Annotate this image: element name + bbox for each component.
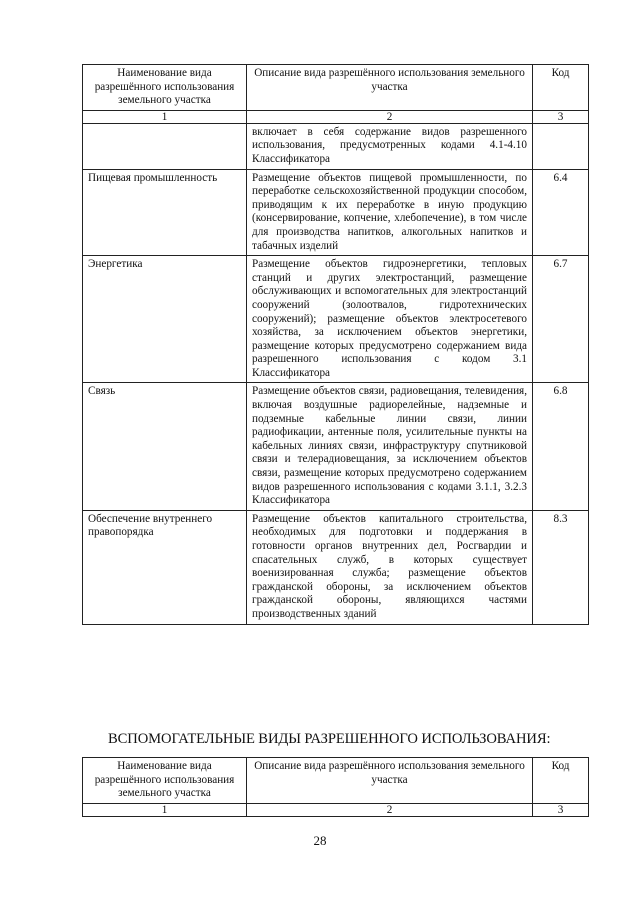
row-description: Размещение объектов связи, радиовещания, телевидения, включая воздушные радиорелейные, надземные и подземные кабельные линии связи, линии радиофикации, антенные поля, усилительные пункты на кабельных линиях связи, инфраструктуру спутниковой связи и телерадиовещания, за исключением объектов связи, размещение которых предусмотрено содержанием видов разрешенного использования с кодами 3.1.1, 3.2.3 Классификатора	[247, 383, 533, 510]
header-code: Код	[533, 758, 589, 804]
column-number: 1	[83, 110, 247, 123]
row-description: Размещение объектов пищевой промышленности, по переработке сельскохозяйственной продукции способом, приводящим к их переработке в иную продукцию (консервирование, копчение, хлебопечение), в том числе для производства напитков, алкогольных напитков и табачных изделий	[247, 169, 533, 256]
table-row	[83, 256, 589, 383]
page-number: 28	[313, 833, 327, 848]
column-number-row	[83, 803, 589, 816]
header-name: Наименование вида разрешённого использования земельного участка	[83, 758, 247, 804]
header-description: Описание вида разрешённого использования земельного участка	[247, 65, 533, 111]
column-number: 2	[247, 803, 533, 816]
table-header-row	[83, 758, 589, 804]
row-description: включает в себя содержание видов разрешенного использования, предусмотренных кодами 4.1-4.10 Классификатора	[247, 123, 533, 169]
table-row	[83, 123, 589, 169]
row-code: 6.8	[533, 383, 589, 510]
row-code	[533, 123, 589, 169]
row-description: Размещение объектов капитального строительства, необходимых для подготовки и поддержания в готовности органов внутренних дел, Росгвардии и спасательных служб, в которых существует военизированная служба; размещение объектов гражданской обороны, за исключением объектов гражданской обороны, являющихся частями производственных зданий	[247, 510, 533, 624]
row-name: Обеспечение внутреннего правопорядка	[83, 510, 247, 624]
column-number: 1	[83, 803, 247, 816]
table-row	[83, 169, 589, 256]
main-table	[82, 64, 589, 625]
header-description: Описание вида разрешённого использования земельного участка	[247, 758, 533, 804]
table-header-row	[83, 65, 589, 111]
column-number-row	[83, 110, 589, 123]
table-row	[83, 510, 589, 624]
column-number: 2	[247, 110, 533, 123]
auxiliary-table	[82, 757, 589, 817]
table-row	[83, 383, 589, 510]
row-name: Пищевая промышленность	[83, 169, 247, 256]
row-code: 6.7	[533, 256, 589, 383]
row-name: Связь	[83, 383, 247, 510]
column-number: 3	[533, 110, 589, 123]
row-name	[83, 123, 247, 169]
section-title: ВСПОМОГАТЕЛЬНЫЕ ВИДЫ РАЗРЕШЕННОГО ИСПОЛЬЗОВАНИЯ:	[108, 731, 551, 747]
row-code: 6.4	[533, 169, 589, 256]
row-code: 8.3	[533, 510, 589, 624]
row-name: Энергетика	[83, 256, 247, 383]
row-description: Размещение объектов гидроэнергетики, тепловых станций и других электростанций, размещение обслуживающих и вспомогательных для электростанций сооружений (золоотвалов, гидротехнических сооружений); размещение объектов электросетевого хозяйства, за исключением объектов энергетики, размещение которых предусмотрено содержанием вида разрешенного использования с кодом 3.1 Классификатора	[247, 256, 533, 383]
header-name: Наименование вида разрешённого использования земельного участка	[83, 65, 247, 111]
column-number: 3	[533, 803, 589, 816]
header-code: Код	[533, 65, 589, 111]
